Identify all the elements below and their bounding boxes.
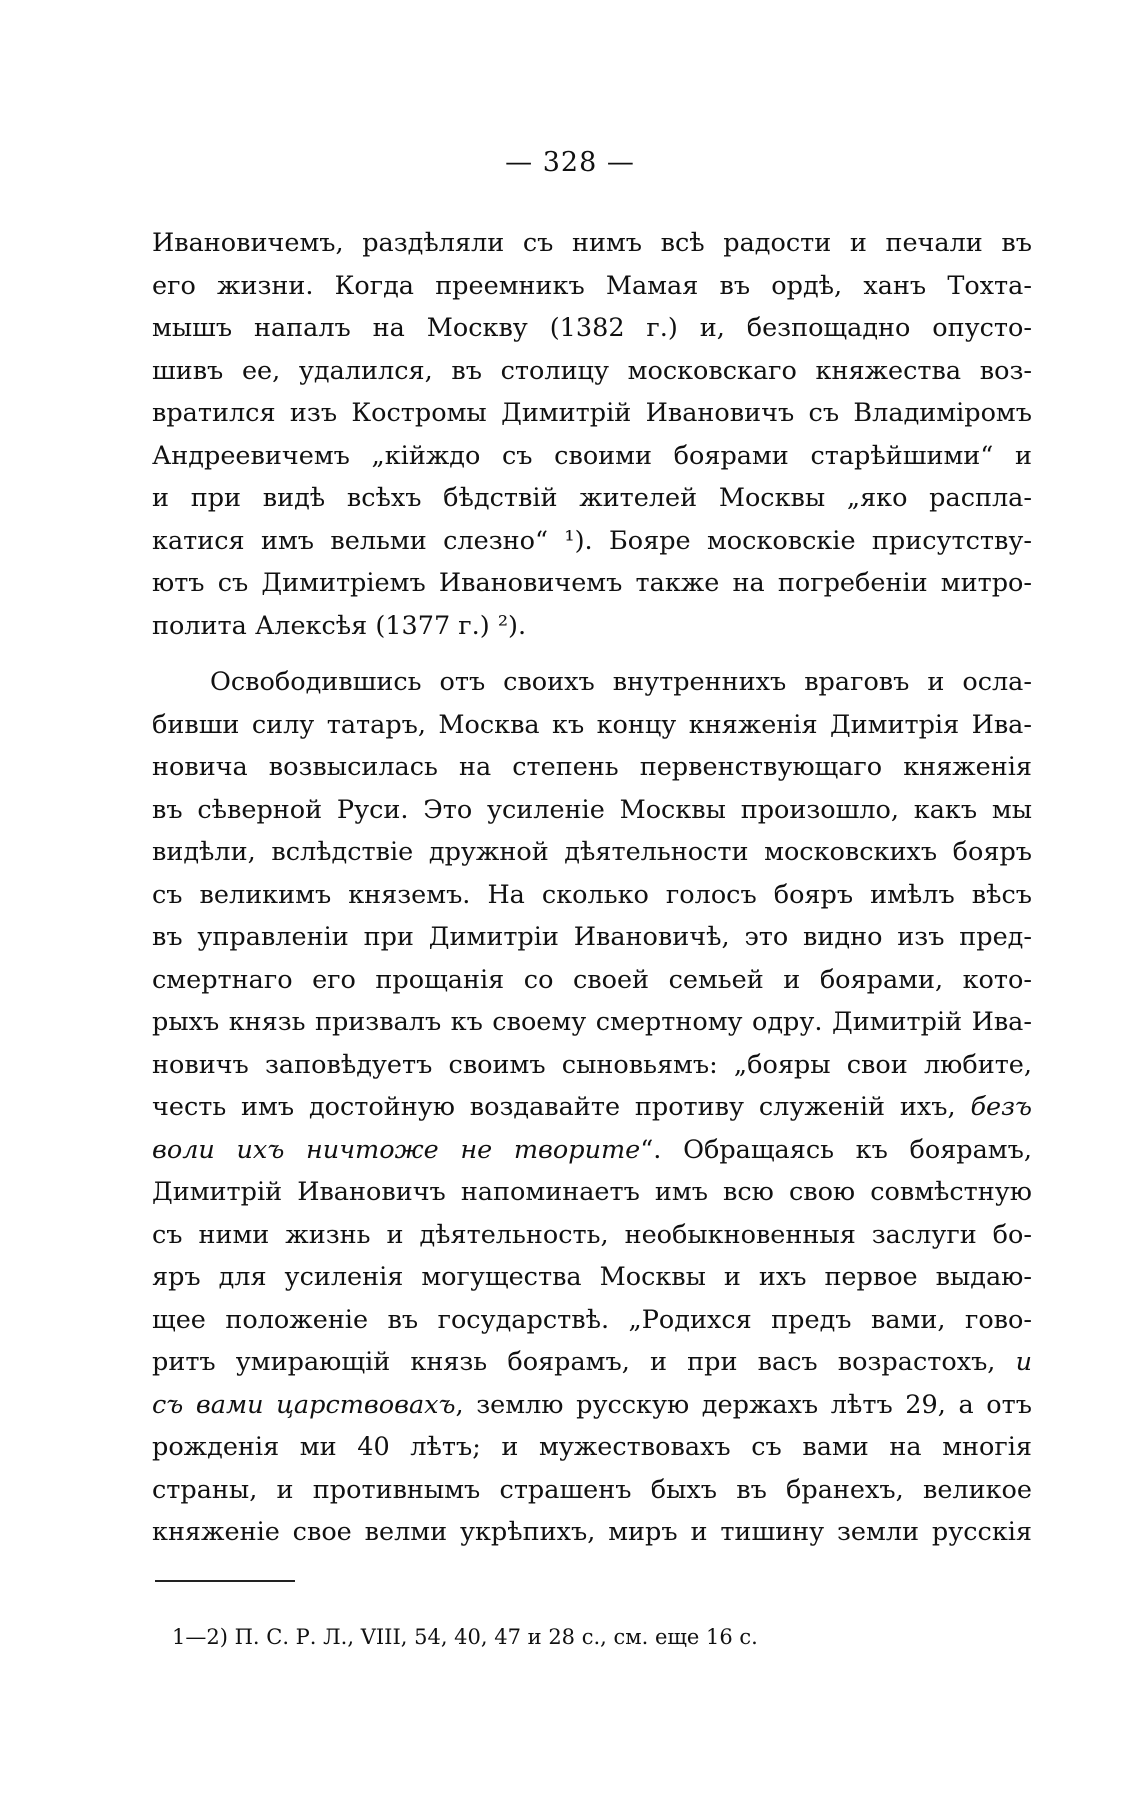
text-line: Освободившись отъ своихъ внутреннихъ враговъ и осла- (210, 667, 1032, 697)
text-line: его жизни. Когда преемникъ Мамая въ ордѣ, ханъ Тохта- (152, 270, 1032, 301)
text-run: ритъ умирающій князь боярамъ, и при васъ возрастохъ, (152, 1347, 1016, 1377)
text-line: Андреевичемъ „кійждо съ своими боярами старѣйшими“ и (152, 440, 1032, 471)
text-line: Ивановичемъ, раздѣляли съ нимъ всѣ радости и печали въ (152, 228, 1032, 258)
text-line: рыхъ князь призвалъ къ своему смертному одру. Димитрій Ива- (152, 1007, 1032, 1037)
paragraph-2 (152, 661, 1032, 1554)
text-line: Димитрій Ивановичъ напоминаетъ имъ всю свою совмѣстную (152, 1177, 1032, 1207)
text-line (152, 1086, 1032, 1129)
main-text (152, 222, 1032, 1554)
text-line: полита Алексѣя (1377 г.) ²). (152, 610, 527, 641)
italic-run: безъ (970, 1092, 1032, 1122)
text-line: смертнаго его прощанія со своей семьей и боярами, кото- (152, 964, 1032, 995)
text-run: честь имъ достойную воздавайте противу служеній ихъ, (152, 1092, 971, 1122)
text-line: новичъ заповѣдуетъ своимъ сыновьямъ: „бояры свои любите, (152, 1049, 1032, 1080)
text-line: съ великимъ княземъ. На сколько голосъ бояръ имѣлъ вѣсъ (152, 879, 1032, 910)
text-line: въ сѣверной Руси. Это усиленіе Москвы произошло, какъ мы (152, 794, 1032, 825)
text-line (152, 1341, 1032, 1384)
text-line: вратился изъ Костромы Димитрій Ивановичъ съ Владиміромъ (152, 398, 1032, 428)
text-line: и при видѣ всѣхъ бѣдствій жителей Москвы „яко распла- (152, 483, 1032, 513)
footnote-divider (155, 1580, 295, 1582)
text-line: мышъ напалъ на Москву (1382 г.) и, безпощадно опусто- (152, 313, 1032, 343)
paragraph-1 (152, 222, 1032, 647)
footnote: 1—2) П. С. Р. Л., VIII, 54, 40, 47 и 28 с., см. еще 16 с. (172, 1625, 758, 1649)
text-line: яръ для усиленія могущества Москвы и ихъ первое выдаю- (152, 1262, 1032, 1292)
text-line: бивши силу татаръ, Москва къ концу княженія Димитрія Ива- (152, 709, 1032, 740)
text-line: въ управленіи при Димитріи Ивановичѣ, это видно изъ пред- (152, 922, 1032, 952)
italic-run: и (1015, 1347, 1032, 1377)
italic-run: съ вами царствовахъ (152, 1389, 456, 1420)
text-run: , землю русскую держахъ лѣтъ 29, а отъ (455, 1389, 1032, 1420)
text-line: ютъ съ Димитріемъ Ивановичемъ также на погребеніи митро- (152, 568, 1032, 598)
italic-run: воли ихъ ничтоже не творите (152, 1134, 641, 1165)
text-line: шивъ ее, удалился, въ столицу московскаго княжества воз- (152, 355, 1032, 386)
text-line: княженіе свое велми укрѣпихъ, миръ и тишину земли русскія (152, 1517, 1032, 1547)
page-number: — 328 — (505, 147, 635, 178)
text-line: щее положеніе въ государствѣ. „Родихся предъ вами, гово- (152, 1304, 1032, 1335)
text-line: видѣли, вслѣдствіе дружной дѣятельности московскихъ бояръ (152, 837, 1032, 867)
text-line: съ ними жизнь и дѣятельность, необыкновенныя заслуги бо- (152, 1219, 1032, 1250)
paragraph-gap (152, 647, 1032, 661)
text-line: новича возвысилась на степень первенствующаго княженія (152, 752, 1032, 782)
text-run: “. Обращаясь къ боярамъ, (640, 1134, 1032, 1165)
text-line: страны, и противнымъ страшенъ быхъ въ бранехъ, великое (152, 1474, 1032, 1505)
text-line (152, 1384, 1032, 1427)
text-line (152, 1129, 1032, 1172)
text-line: рожденія ми 40 лѣтъ; и мужествовахъ съ вами на многія (152, 1432, 1032, 1462)
text-line: катися имъ вельми слезно“ ¹). Бояре московскіе присутству- (152, 525, 1032, 556)
